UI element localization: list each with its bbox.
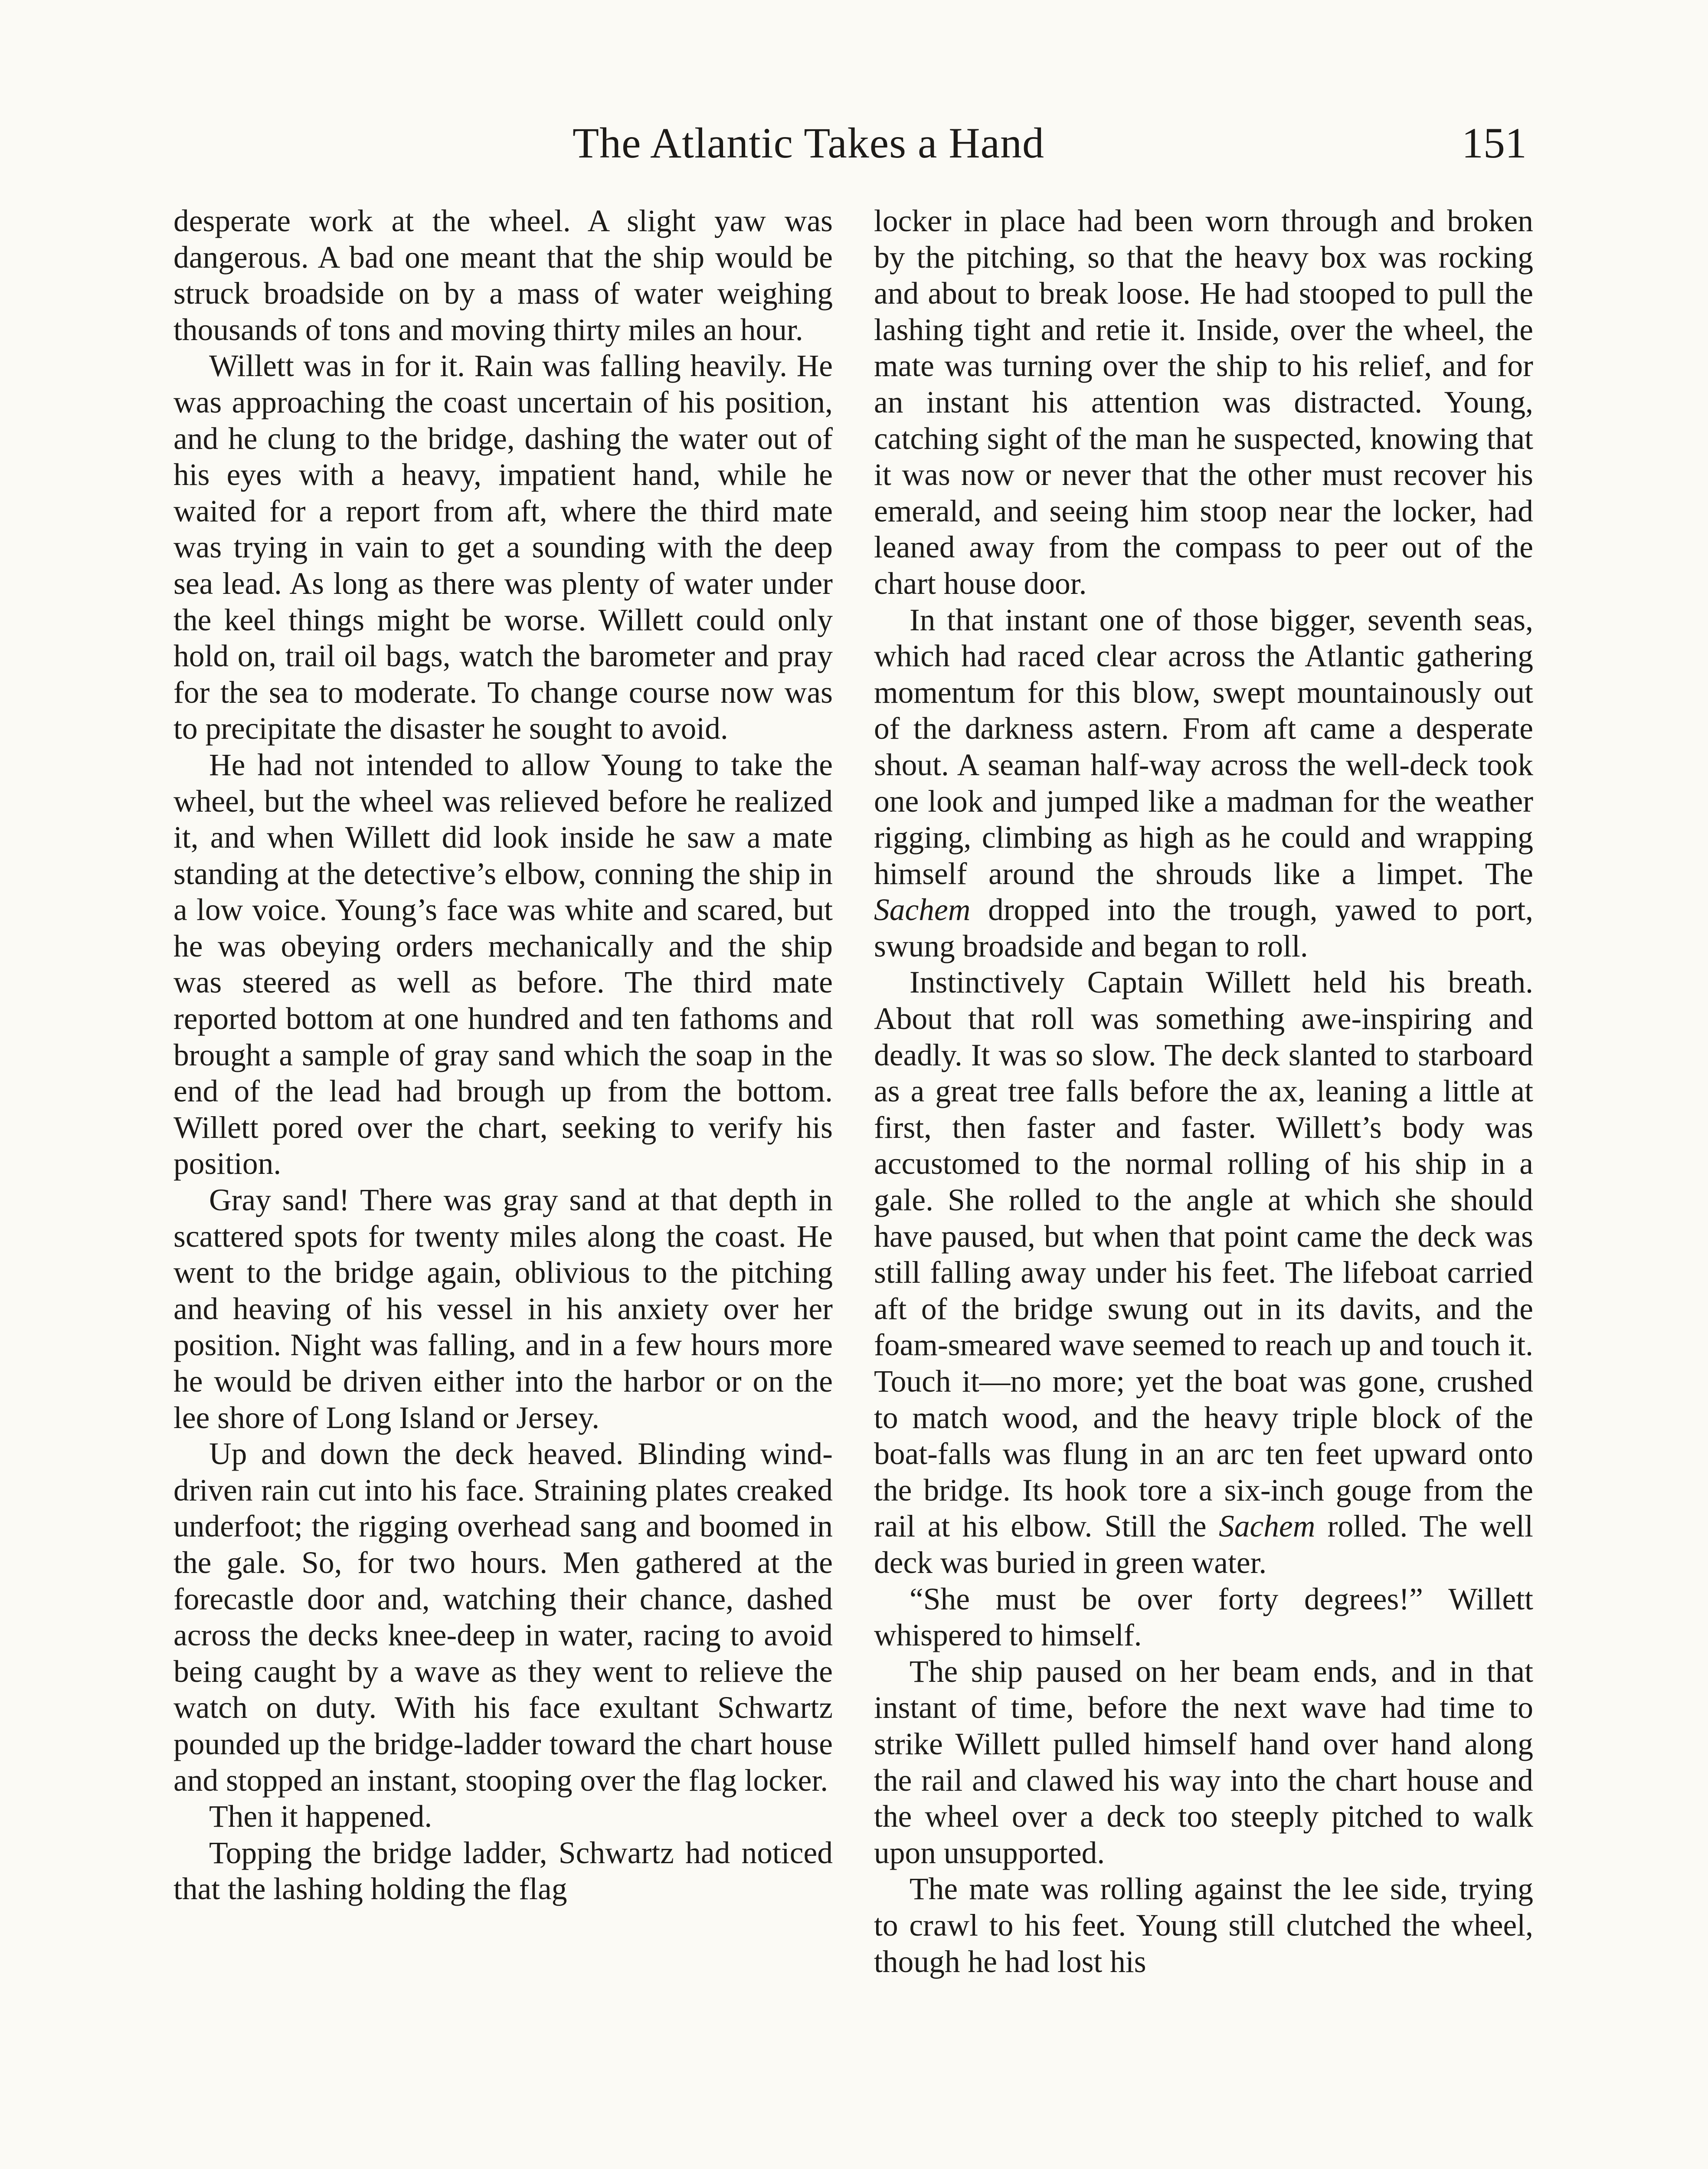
ship-name: Sachem — [1218, 1509, 1315, 1544]
running-title: The Atlantic Takes a Hand — [573, 119, 1045, 167]
paragraph: Up and down the deck heaved. Blinding wind-driven rain cut into his face. Straining plates creaked underfoot; the rigging overhead sang and boomed in the gale. So, for two hours. Men gathered at the forecastle door and, watching their chance, dashed across the decks knee-deep in water, racing to avoid being caught by a wave as they went to relieve the watch on duty. With his face exultant Schwartz pounded up the bridge-ladder toward the chart house and stopped an instant, stooping over the flag locker. — [173, 1437, 833, 1798]
ship-name: Sachem — [874, 893, 971, 927]
paragraph: He had not intended to allow Young to take the wheel, but the wheel was relieved before he realized it, and when Willett did look inside he saw a mate standing at the detective’s elbow, conning the ship in a low voice. Young’s face was white and scared, but he was obeying orders mechanically and the ship was steered as well as before. The third mate reported bottom at one hundred and ten fathoms and brought a sample of gray sand which the soap in the end of the lead had brough up from the bottom. Willett pored over the chart, seeking to verify his position. — [173, 747, 833, 1181]
right-column — [874, 203, 1533, 1980]
page-number: 151 — [1462, 119, 1527, 167]
paragraph: Willett was in for it. Rain was falling heavily. He was approaching the coast uncertain of his position, and he clung to the bridge, dashing the water out of his eyes with a heavy, impatient hand, while he waited for a report from aft, where the third mate was trying in vain to get a sounding with the deep sea lead. As long as there was plenty of water under the keel things might be worse. Willett could only hold on, trail oil bags, watch the barometer and pray for the sea to moderate. To change course now was to precipitate the disaster he sought to avoid. — [173, 349, 833, 746]
paragraph-text: In that instant one of those bigger, seventh seas, which had raced clear across the Atlantic gathering momentum for this blow, swept mountainously out of the darkness astern. From aft came a desperate shout. A seaman half-way across the well-deck took one look and jumped like a madman for the weather rigging, climbing as high as he could and wrapping himself around the shrouds like a limpet. The — [874, 603, 1533, 891]
paragraph: “She must be over forty degrees!” Willett whispered to himself. — [874, 1582, 1533, 1653]
page-header — [173, 117, 1527, 169]
paragraph: The mate was rolling against the lee side, trying to crawl to his feet. Young still clutched the wheel, though he had lost his — [874, 1872, 1533, 1979]
paragraph: Then it happened. — [209, 1799, 432, 1834]
paragraph: locker in place had been worn through and broken by the pitching, so that the heavy box was rocking and about to break loose. He had stooped to pull the lashing tight and retie it. Inside, over the wheel, the mate was turning over the ship to his relief, and for an instant his attention was distracted. Young, catching sight of the man he suspected, knowing that it was now or never that the other must recover his emerald, and seeing him stoop near the locker, had leaned away from the compass to peer out of the chart house door. — [874, 204, 1533, 601]
paragraph: Gray sand! There was gray sand at that depth in scattered spots for twenty miles along the coast. He went to the bridge again, oblivious to the pitching and heaving of his vessel in his anxiety over her position. Night was falling, and in a few hours more he would be driven either into the harbor or on the lee shore of Long Island or Jersey. — [173, 1183, 833, 1435]
paragraph: desperate work at the wheel. A slight yaw was dangerous. A bad one meant that the ship would be struck broadside on by a mass of water weighing thousands of tons and moving thirty miles an hour. — [173, 204, 833, 347]
paragraph: Topping the bridge ladder, Schwartz had noticed that the lashing holding the flag — [173, 1835, 833, 1907]
paragraph — [874, 964, 1533, 1581]
left-column — [173, 203, 833, 1907]
paragraph — [874, 602, 1533, 965]
paragraph-text: dropped into the trough, yawed to port, swung broadside and began to roll. — [874, 893, 1533, 963]
paragraph-text: Instinctively Captain Willett held his breath. About that roll was something awe-inspiring and deadly. It was so slow. The deck slanted to starboard as a great tree falls before the ax, leaning a little at first, then faster and faster. Willett’s body was accustomed to the normal rolling of his ship in a gale. She rolled to the angle at which she should have paused, but when that point came the deck was still falling away under his feet. The lifeboat carried aft of the bridge swung out in its davits, and the foam-smeared wave seemed to reach up and touch it. Touch it—no more; yet the boat was gone, crushed to match wood, and the heavy triple block of the boat-falls was flung in an arc ten feet upward onto the bridge. Its hook tore a six-inch gouge from the rail at his elbow. Still the — [874, 965, 1533, 1544]
paragraph-text: rolled. The well deck was buried in green water. — [874, 1509, 1533, 1580]
paragraph: The ship paused on her beam ends, and in that instant of time, before the next wave had time to strike Willett pulled himself hand over hand along the rail and clawed his way into the chart house and the wheel over a deck too steeply pitched to walk upon unsupported. — [874, 1654, 1533, 1870]
